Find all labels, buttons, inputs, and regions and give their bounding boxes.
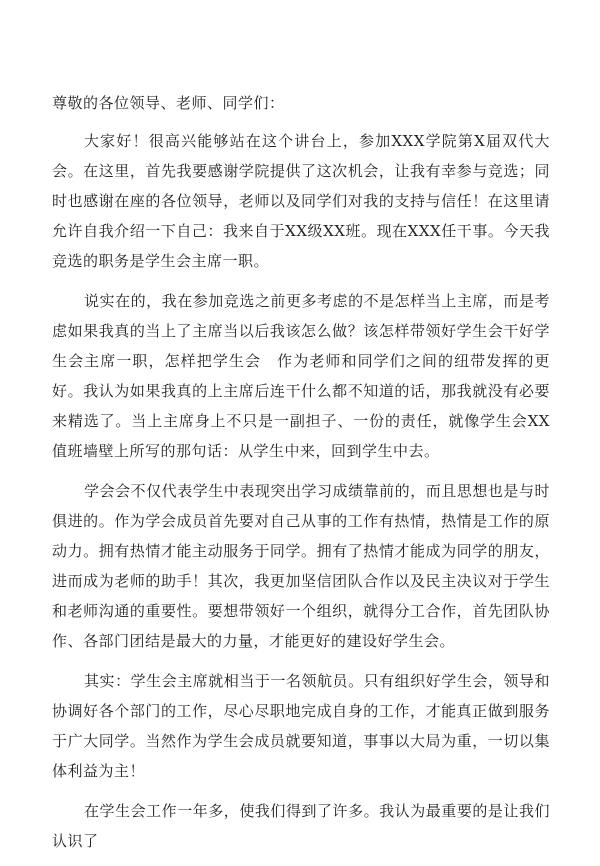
paragraph-greeting: 大家好！很高兴能够站在这个讲台上，参加XXX学院第X届双代大会。在这里，首先我要感谢学院提供了这次机会，让我有幸参与竞选；同时也感谢在座的各位领导，老师以及同学们对我的支持与信任！在这里请允许自我介绍一下自己：我来自于XX级XX班。现在XXX任干事。今天我竞选的职务是学生会主席一职。 [52, 132, 550, 270]
paragraph-role: 其实：学生会主席就相当于一名领航员。只有组织好学生会，领导和协调好各个部门的工作，尽心尽职地完成自身的工作，才能真正做到服务于广大同学。当然作为学生会成员就要知道，事事以大局为重，一切以集体利益为主！ [52, 672, 550, 780]
paragraph-qualities: 学会会不仅代表学生中表现突出学习成绩靠前的，而且思想也是与时俱进的。作为学会成员首先要对自己从事的工作有热情，热情是工作的原动力。拥有热情才能主动服务于同学。拥有了热情才能成为同学的朋友，进而成为老师的助手！其次，我更加坚信团队合作以及民主决议对于学生和老师沟通的重要性。要想带领好一个组织，就得分工合作，首先团队协作、各部门团结是最大的力量，才能更好的建设好学生会。 [52, 482, 550, 650]
salutation: 尊敬的各位领导、老师、同学们： [52, 94, 285, 112]
paragraph-motivation: 说实在的，我在参加竞选之前更多考虑的不是怎样当上主席，而是考虑如果我真的当上了主席当以后我该怎么做？该怎样带领好学生会干好学生会主席一职，怎样把学生会 作为老师和同学们之间的纽带发挥的更好。我认为如果我真的上主席后连干什么都不知道的话，那我就没有必要来精选了。当上主席身上不只是一副担子、一份的责任，就像学生会XX值班墙壁上所写的那句话：从学生中来，回到学生中去。 [52, 292, 550, 460]
document-body [52, 88, 550, 866]
paragraph-experience: 在学生会工作一年多，使我们得到了许多。我认为最重要的是让我们认识了 [52, 802, 550, 850]
